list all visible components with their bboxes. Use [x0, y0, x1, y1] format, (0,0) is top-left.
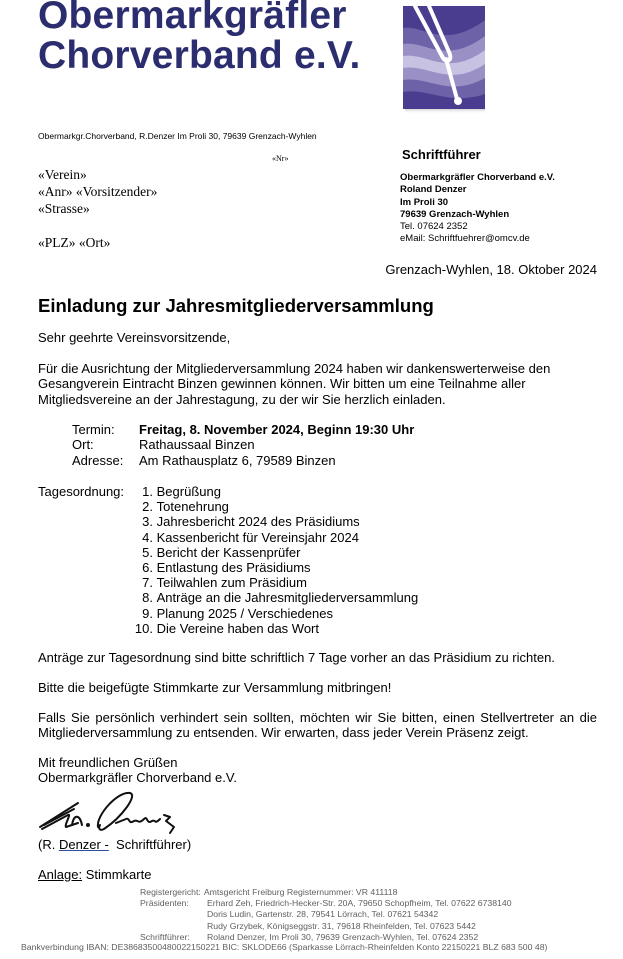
agenda-text: Entlastung des Präsidiums	[156, 560, 311, 576]
footer-president: Erhard Zeh, Friedrich-Hecker-Str. 20A, 79650 Schopfheim, Tel. 07622 6738140	[207, 898, 512, 909]
signer-prefix: (R.	[38, 837, 59, 852]
footer-block	[140, 887, 512, 943]
signer-suffix: Schriftführer)	[108, 837, 192, 852]
note-stimmkarte: Bitte die beigefügte Stimmkarte zur Versammlung mitbringen!	[38, 680, 392, 695]
closing-block	[38, 755, 237, 786]
agenda-num: 7.	[142, 575, 153, 591]
agenda-num: 9.	[142, 605, 153, 621]
closing-org: Obermarkgräfler Chorverband e.V.	[38, 770, 237, 786]
detail-row-ort	[72, 437, 414, 452]
sender-return-address: Obermarkgr.Chorverband, R.Denzer Im Proli 30, 79639 Grenzach-Wyhlen	[38, 131, 317, 141]
footer-president-row	[140, 921, 512, 932]
agenda-text: Die Vereine haben das Wort	[156, 620, 319, 636]
detail-value: Freitag, 8. November 2024, Beginn 19:30 Uhr	[139, 422, 415, 437]
tuning-fork-waves-logo-icon	[403, 6, 487, 116]
signer-line	[38, 837, 191, 852]
agenda-item	[130, 499, 418, 514]
agenda-label: Tagesordnung:	[38, 484, 125, 499]
merge-field-plz-ort: «PLZ» «Ort»	[38, 235, 111, 250]
handwritten-signature-icon	[38, 785, 183, 837]
attachment-label: Anlage:	[38, 867, 83, 882]
agenda-item	[130, 484, 418, 499]
footer-register-value: Amtsgericht Freiburg Registernummer: VR 411118	[203, 887, 398, 897]
closing-greeting: Mit freundlichen Grüßen	[38, 755, 178, 770]
agenda-text: Totenehrung	[156, 499, 229, 515]
agenda-num: 1.	[142, 484, 153, 499]
attachment-value: Stimmkarte	[82, 867, 152, 882]
signer-name: Denzer -	[58, 837, 109, 852]
organization-title	[38, 0, 361, 76]
note-antraege: Anträge zur Tagesordnung sind bitte schriftlich 7 Tage vorher an das Präsidium zu richten.	[38, 650, 555, 665]
agenda-text: Planung 2025 / Verschiedenes	[156, 605, 333, 621]
agenda-num: 5.	[142, 544, 153, 560]
sidebar-org: Obermarkgräfler Chorverband e.V.	[400, 172, 555, 183]
footer-secretary-label: Schriftführer:	[140, 931, 190, 942]
org-title-line-2: Chorverband e.V.	[38, 34, 361, 77]
footer-register	[140, 887, 512, 898]
sidebar-city: 79639 Grenzach-Wyhlen	[400, 208, 510, 220]
agenda-item	[130, 621, 418, 636]
merge-field-strasse: «Strasse»	[38, 201, 90, 216]
footer-spacer	[140, 909, 207, 920]
agenda-text: Kassenbericht für Vereinsjahr 2024	[156, 529, 359, 545]
footer-bank-details: Bankverbindung IBAN: DE38683500480022150221 BIC: SKLODE66 (Sparkasse Lörrach-Rheinfelden Konto 22150221 BLZ 683 500 48)	[21, 942, 548, 952]
merge-field-nr: «Nr»	[272, 154, 289, 163]
agenda-item	[130, 560, 418, 575]
agenda-num: 4.	[142, 529, 153, 545]
footer-secretary-value: Roland Denzer, Im Proli 30, 79639 Grenzach-Wyhlen, Tel. 07624 2352	[207, 931, 479, 942]
detail-value: Rathaussaal Binzen	[139, 437, 255, 453]
salutation: Sehr geehrte Vereinsvorsitzende,	[38, 330, 231, 345]
footer-president: Rudy Grzybek, Königseggstr. 31, 79618 Rheinfelden, Tel. 07623 5442	[207, 920, 476, 931]
footer-presidents-label: Präsidenten:	[140, 898, 189, 909]
sidebar-name: Roland Denzer	[400, 184, 467, 196]
date-line: Grenzach-Wyhlen, 18. Oktober 2024	[385, 262, 597, 277]
detail-value: Am Rathausplatz 6, 79589 Binzen	[139, 452, 336, 468]
agenda-item	[130, 606, 418, 621]
sidebar-email: eMail: Schriftfuehrer@omcv.de	[400, 233, 530, 245]
agenda-num: 8.	[142, 590, 153, 606]
detail-label: Termin:	[72, 422, 115, 437]
agenda-text: Bericht der Kassenprüfer	[156, 544, 301, 560]
agenda-text: Begrüßung	[156, 484, 221, 499]
agenda-num: 2.	[142, 499, 153, 515]
letter-heading: Einladung zur Jahresmitgliederversammlung	[38, 295, 434, 316]
footer-spacer	[140, 921, 207, 932]
agenda-num: 10.	[134, 620, 153, 636]
footer-president-row	[140, 909, 512, 920]
agenda-item	[130, 590, 418, 605]
detail-label: Adresse:	[72, 452, 124, 468]
agenda-list	[130, 484, 418, 636]
agenda-item	[130, 530, 418, 545]
detail-row-adresse	[72, 453, 414, 468]
agenda-text: Anträge an die Jahresmitgliederversammlung	[156, 590, 419, 606]
agenda-text: Jahresbericht 2024 des Präsidiums	[156, 514, 360, 530]
agenda-num: 6.	[142, 560, 153, 576]
intro-paragraph: Für die Ausrichtung der Mitgliederversammlung 2024 haben wir dankenswerterweise den Gesangverein Eintracht Binzen gewinnen können. Wir bitten um eine Teilnahme aller Mitgliedsvereine an der Jahrestagung, zu der wir Sie herzlich einladen.	[38, 361, 551, 407]
footer-president: Doris Ludin, Gartenstr. 28, 79541 Lörrach, Tel. 07621 54342	[207, 909, 439, 920]
detail-row-termin	[72, 422, 414, 437]
sidebar-contact	[400, 172, 555, 246]
recipient-address	[38, 166, 157, 251]
merge-field-verein: «Verein»	[38, 167, 87, 182]
agenda-num: 3.	[142, 514, 153, 530]
agenda-item	[130, 575, 418, 590]
footer-presidents	[140, 898, 512, 909]
agenda-text: Teilwahlen zum Präsidium	[156, 575, 307, 591]
agenda-item	[130, 514, 418, 529]
sidebar-street: Im Proli 30	[400, 196, 449, 208]
org-title-line-1: Obermarkgräfler	[38, 0, 347, 37]
event-details	[72, 422, 414, 468]
attachment-line	[38, 867, 151, 882]
sidebar-phone: Tel. 07624 2352	[400, 221, 468, 233]
note-vertretung: Falls Sie persönlich verhindert sein sollten, möchten wir Sie bitten, einen Stellvertreter an die Mitgliederversammlung zu entsenden. Wir erwarten, dass jeder Verein Präsenz zeigt.	[38, 710, 597, 741]
footer-register-label: Registergericht:	[140, 887, 201, 897]
merge-field-anrede-vorsitzender: «Anr» «Vorsitzender»	[38, 184, 158, 199]
detail-label: Ort:	[72, 437, 94, 453]
agenda-item	[130, 545, 418, 560]
sidebar-title: Schriftführer	[402, 147, 481, 162]
